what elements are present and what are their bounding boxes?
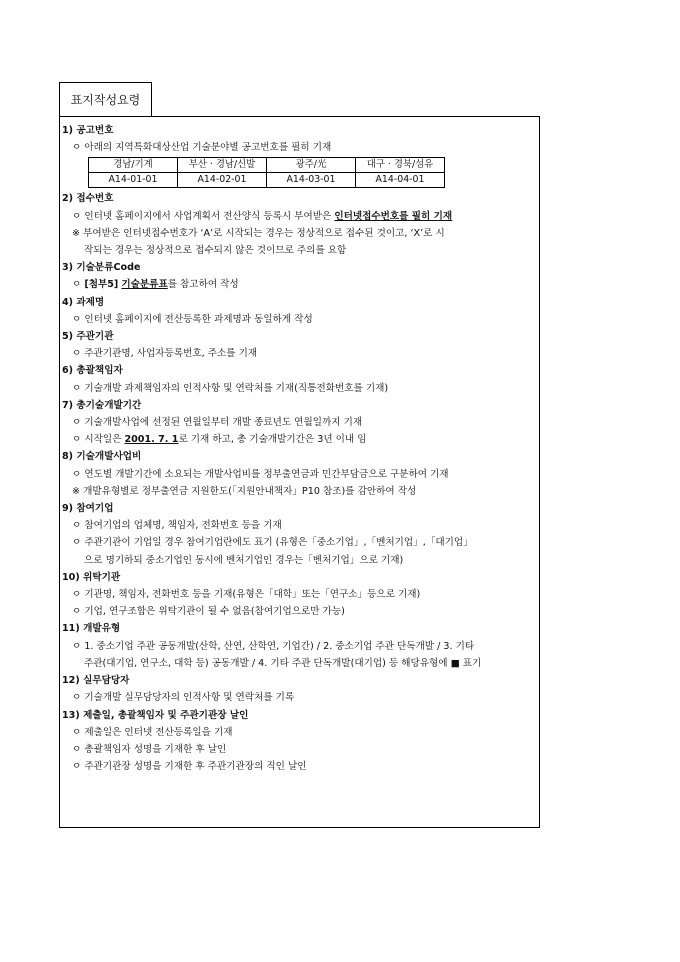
section-12-line: ㅇ 기술개발 실무담당자의 인적사항 및 연락처를 기록 [72, 692, 295, 704]
section-title-13: 13) 제출일, 총괄책임자 및 주관기관장 날인 [62, 709, 249, 721]
section-9-line: ㅇ 참여기업의 업체명, 책임자, 전화번호 등을 기재 [72, 520, 282, 532]
page-title: 표지작성요령 [70, 93, 141, 107]
section-2-note-cont: 작되는 경우는 정상적으로 접수되지 않은 것이므로 주의를 요함 [84, 245, 347, 257]
section-9-line-3: 으로 명기하되 중소기업인 동시에 벤처기업인 경우는「벤처기업」으로 기재) [84, 554, 404, 566]
section-title-8: 8) 기술개발사업비 [62, 451, 142, 463]
section-title-4: 4) 과제명 [62, 296, 105, 308]
section-11-line: ㅇ 1. 중소기업 주관 공동개발(산학, 산연, 산학연, 기업간) / 2. 중소기업 주관 단독개발 / 3. 기타 [72, 640, 475, 652]
table-header-cell: 대구 · 경북/섬유 [356, 158, 445, 173]
section-title-11: 11) 개발유형 [62, 623, 121, 635]
section-13-line-2: ㅇ 총괄책임자 성명을 기재한 후 날인 [72, 743, 227, 755]
section-title-3: 3) 기술분류Code [62, 262, 141, 274]
section-title-1: 1) 공고번호 [62, 125, 114, 136]
section-7-date: 2001. 7. 1 [124, 434, 179, 446]
table-cell: A14-04-01 [356, 173, 445, 188]
section-2-line [62, 208, 537, 225]
section-title-9: 9) 참여기업 [62, 503, 114, 515]
table-header-cell: 부산 · 경남/신발 [178, 158, 267, 173]
section-10-line-2: ㅇ 기업, 연구조합은 위탁기관이 될 수 없음(참여기업으로만 가능) [72, 606, 345, 618]
instructions-content [62, 122, 537, 775]
section-3-bullet: ㅇ [72, 279, 85, 291]
section-13-line-3: ㅇ 주관기관장 성명을 기재한 후 주관기관장의 직인 날인 [72, 761, 307, 773]
section-8-line: ㅇ 연도별 개발기간에 소요되는 개발사업비를 정부출연금과 민간부담금으로 구분하여 기재 [72, 468, 449, 480]
section-3-attachment: [첨부5] [84, 279, 119, 291]
section-2-text: ㅇ 인터넷 홈페이지에서 사업계획서 전산양식 등록시 부여받은 [72, 210, 335, 222]
section-title-6: 6) 총괄책임자 [62, 365, 123, 377]
table-header-cell: 경남/기계 [89, 158, 178, 173]
section-7-line: ㅇ 기술개발사업에 선정된 연월일부터 개발 종료년도 연월일까지 기재 [72, 417, 363, 429]
section-title-12: 12) 실무담당자 [62, 675, 130, 687]
announcement-number-table [88, 157, 445, 188]
section-title-2: 2) 접수번호 [62, 193, 114, 205]
table-row [89, 173, 445, 188]
page-title-box [59, 82, 152, 116]
section-3-text: 를 참고하여 작성 [167, 279, 239, 291]
section-4-line: ㅇ 인터넷 홈페이지에 전산등록한 과제명과 동일하게 작성 [72, 313, 313, 325]
section-6-line: ㅇ 기술개발 과제책임자의 인적사항 및 연락처를 기재(직통전화번호를 기재) [72, 382, 389, 394]
section-1-line: ㅇ 아래의 지역특화대상산업 기술분야별 공고번호를 필히 기재 [72, 142, 332, 154]
section-3-line [62, 276, 537, 293]
section-title-10: 10) 위탁기관 [62, 571, 121, 583]
section-2-emphasis: 인터넷접수번호를 필히 기재 [334, 210, 453, 222]
table-header-row [89, 158, 445, 173]
table-cell: A14-03-01 [267, 173, 356, 188]
table-cell: A14-02-01 [178, 173, 267, 188]
table-cell: A14-01-01 [89, 173, 178, 188]
section-2-note: ※ 부여받은 인터넷접수번호가 ‘A’로 시작되는 경우는 정상적으로 접수된 것이고, ‘X’로 시 [72, 227, 445, 239]
section-title-7: 7) 총기술개발기간 [62, 399, 142, 411]
table-header-cell: 광주/光 [267, 158, 356, 173]
section-7-line-2 [62, 431, 537, 448]
section-5-line: ㅇ 주관기관명, 사업자등록번호, 주소를 기재 [72, 348, 258, 360]
section-9-line-2: ㅇ 주관기관이 기업일 경우 참여기업란에도 표기 (유형은「중소기업」,「벤처기업」,「대기업」 [72, 537, 473, 549]
section-7-text: ㅇ 시작일은 [72, 434, 125, 446]
section-3-emphasis: 기술분류표 [121, 279, 168, 291]
section-13-line: ㅇ 제출일은 인터넷 전산등록일을 기재 [72, 726, 233, 738]
section-10-line: ㅇ 기관명, 책임자, 전화번호 등을 기재(유형은「대학」또는「연구소」등으로 기재) [72, 589, 421, 601]
section-8-note: ※ 개발유형별로 정부출연금 지원한도(「지원안내책자」P10 참조)를 감안하여 작성 [72, 485, 417, 497]
section-title-5: 5) 주관기관 [62, 331, 114, 343]
section-7-text-2: 로 기재 하고, 총 기술개발기간은 3년 이내 임 [178, 434, 367, 446]
section-11-line-2: 주관(대기업, 연구소, 대학 등) 공동개발 / 4. 기타 주관 단독개발(대기업) 등 해당유형에 ■ 표기 [84, 657, 482, 669]
